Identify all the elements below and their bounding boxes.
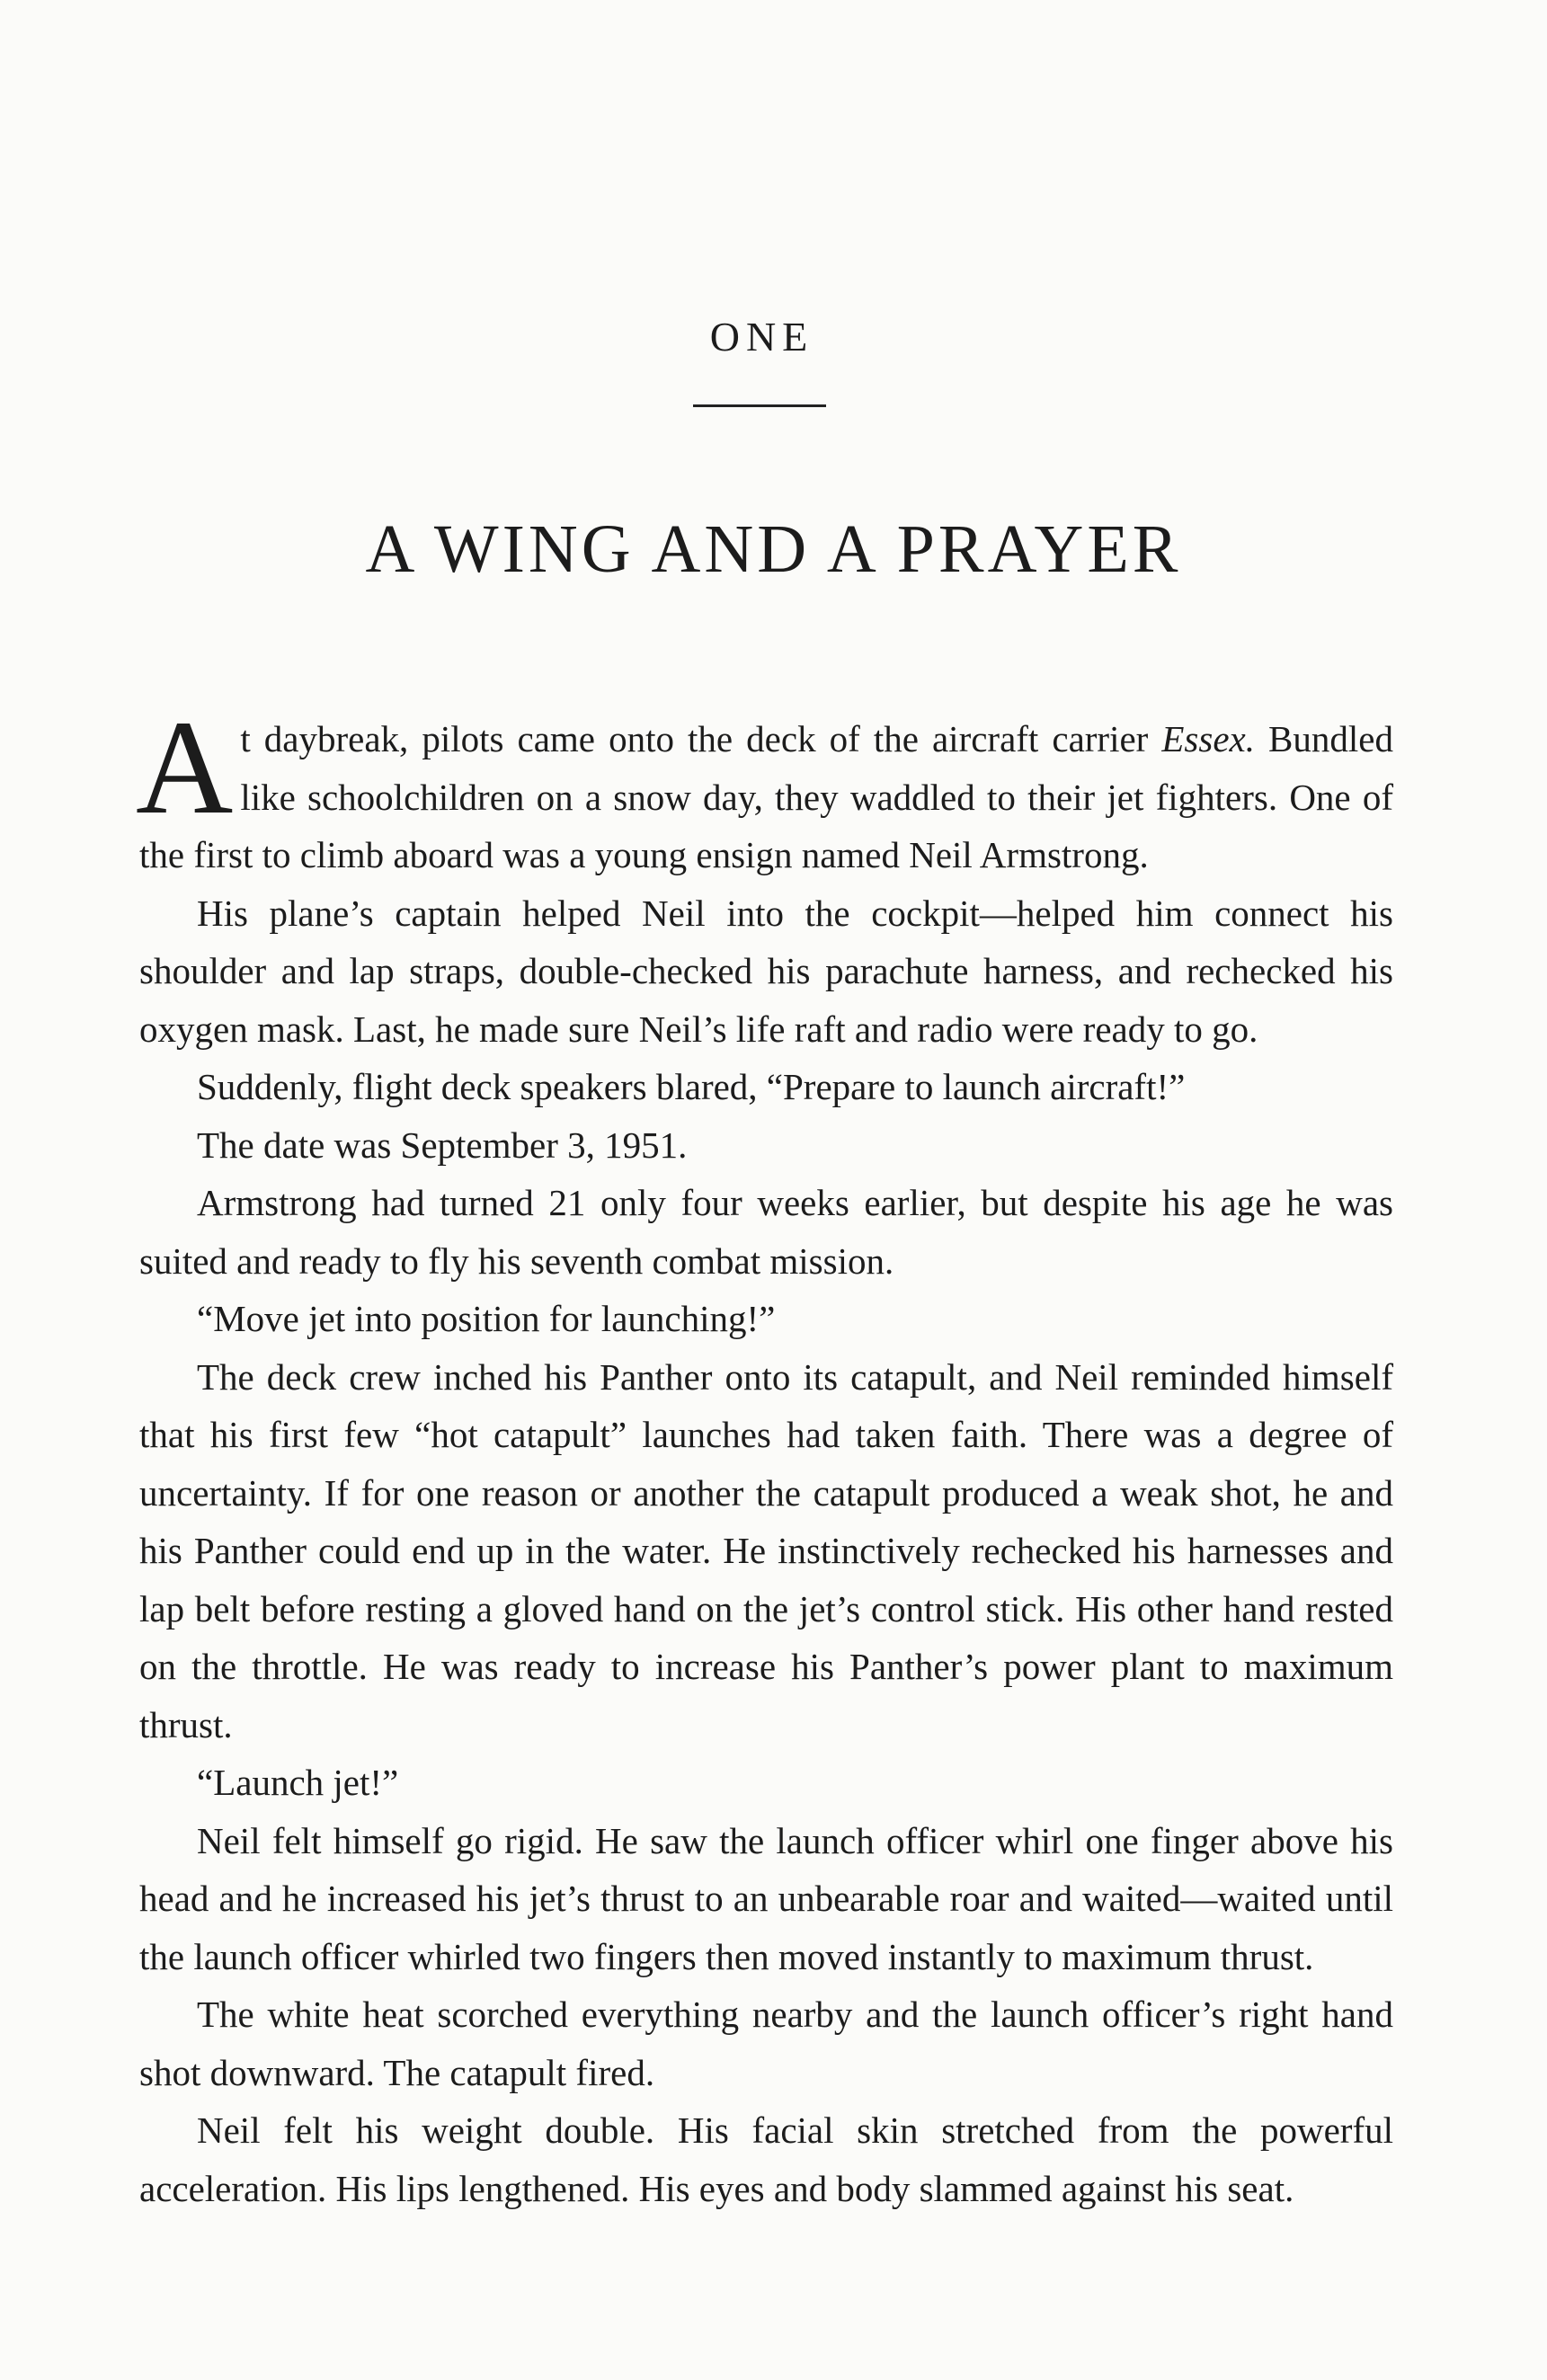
drop-cap-letter: A (136, 693, 234, 842)
paragraph: Armstrong had turned 21 only four weeks earlier, but despite his age he was suited and ready to fly his seventh combat mission. (139, 1182, 1393, 1282)
chapter-number: ONE (709, 314, 814, 360)
paragraph: Neil felt himself go rigid. He saw the launch officer whirl one finger above his head and he increased his jet’s thrust to an unbearable roar and waited—waited until the launch officer whirled two fingers then moved instantly to maximum thrust. (139, 1819, 1393, 1977)
opening-text-continued: Bundled like schoolchildren on a snow day, they waddled to their jet fighters. One of the first to climb aboard was a young ensign named Neil Armstrong. (139, 718, 1393, 875)
paragraph: The white heat scorched everything nearby and the launch officer’s right hand shot downward. The catapult fired. (139, 1994, 1393, 2093)
paragraph: “Move jet into position for launching!” (197, 1298, 776, 1339)
paragraph: His plane’s captain helped Neil into the cockpit—helped him connect his shoulder and lap straps, double-checked his parachute harness, and rechecked his oxygen mask. Last, he made sure Neil’s life raft and radio were ready to go. (139, 892, 1393, 1050)
opening-paragraph (136, 693, 1393, 884)
paragraph: Neil felt his weight double. His facial skin stretched from the powerful acceleration. His lips lengthened. His eyes and body slammed against his seat. (139, 2109, 1393, 2209)
paragraph: “Launch jet!” (197, 1762, 399, 1803)
ship-name: Essex. (1161, 718, 1255, 759)
paragraph: The date was September 3, 1951. (197, 1123, 688, 1166)
paragraph: The deck crew inched his Panther onto its catapult, and Neil reminded himself that his first few “hot catapult” launches had taken faith. There was a degree of uncertainty. If for one reason or another the catapult produced a weak shot, he and his Panther could end up in the water. He instinctively rechecked his harnesses and lap belt before resting a gloved hand on the jet’s control stick. His other hand rested on the throttle. He was ready to increase his Panther’s power plant to maximum thrust. (139, 1355, 1393, 1745)
chapter-divider (693, 404, 826, 407)
paragraph: Suddenly, flight deck speakers blared, “Prepare to launch aircraft!” (197, 1066, 1186, 1107)
chapter-title: A WING AND A PRAYER (365, 511, 1182, 587)
chapter-body (136, 693, 1393, 2217)
opening-text: t daybreak, pilots came onto the deck of the aircraft carrier (240, 718, 1162, 759)
